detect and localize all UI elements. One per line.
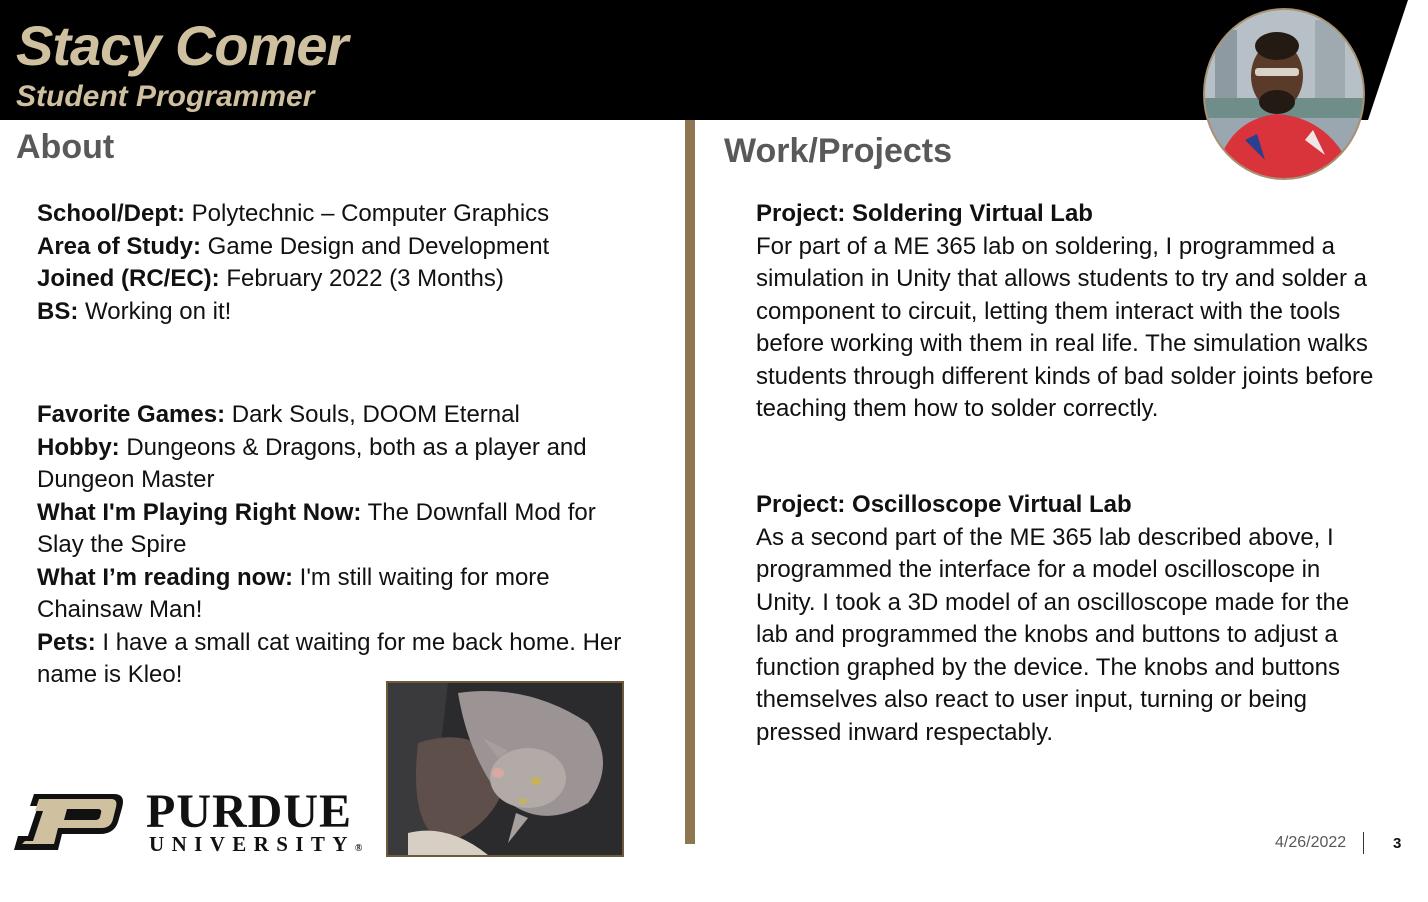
- footer-separator: [1363, 832, 1364, 854]
- purdue-p-icon: [12, 792, 124, 852]
- person-role: Student Programmer: [16, 80, 315, 113]
- fun-fact: What I'm Playing Right Now: The Downfall Mod for Slay the Spire: [37, 498, 596, 558]
- logo-wordmark-university: UNIVERSITY®: [149, 832, 363, 856]
- logo-wordmark-purdue: PURDUE: [146, 785, 352, 838]
- purdue-logo: [12, 785, 363, 856]
- project-title: Project: Soldering Virtual Lab: [756, 200, 1093, 227]
- footer-date: 4/26/2022: [1275, 834, 1347, 851]
- about-fun-facts: [37, 399, 647, 692]
- project-title: Project: Oscilloscope Virtual Lab: [756, 491, 1132, 518]
- project-description: For part of a ME 365 lab on soldering, I programmed a simulation in Unity that allows students to try and solder a component to circuit, letting them interact with the tools before working with them in real life. The simulation walks students through different kinds of bad solder joints before teaching them how to solder correctly.: [756, 232, 1374, 422]
- fun-fact: Pets: I have a small cat waiting for me back home. Her name is Kleo!: [37, 628, 622, 688]
- about-line: School/Dept: Polytechnic – Computer Graphics: [37, 200, 550, 227]
- person-name: Stacy Comer: [16, 14, 348, 77]
- project-item: [756, 198, 1376, 426]
- fun-fact: Favorite Games: Dark Souls, DOOM Eternal: [37, 401, 520, 428]
- about-line: BS: Working on it!: [37, 297, 232, 325]
- project-description: As a second part of the ME 365 lab described above, I programmed the interface for a model oscilloscope in Unity. I took a 3D model of an oscilloscope made for the lab and programmed the knobs and buttons to adjust a function graphed by the device. The knobs and buttons themselves also react to user input, turning or being pressed inward respectably.: [756, 523, 1350, 746]
- fun-fact: Hobby: Dungeons & Dragons, both as a player and Dungeon Master: [37, 433, 587, 493]
- about-heading: About: [16, 128, 115, 166]
- slide-number: 3: [1393, 835, 1402, 852]
- cat-photo: [386, 681, 624, 857]
- project-item: [756, 489, 1376, 749]
- profile-photo: [1203, 8, 1365, 180]
- about-basic-info: [37, 198, 637, 328]
- work-projects-heading: Work/Projects: [724, 132, 953, 170]
- column-divider: [685, 120, 695, 844]
- about-line: Joined (RC/EC): February 2022 (3 Months): [37, 265, 504, 292]
- about-line: Area of Study: Game Design and Development: [37, 232, 550, 260]
- fun-fact: What I’m reading now: I'm still waiting for more Chainsaw Man!: [37, 563, 550, 623]
